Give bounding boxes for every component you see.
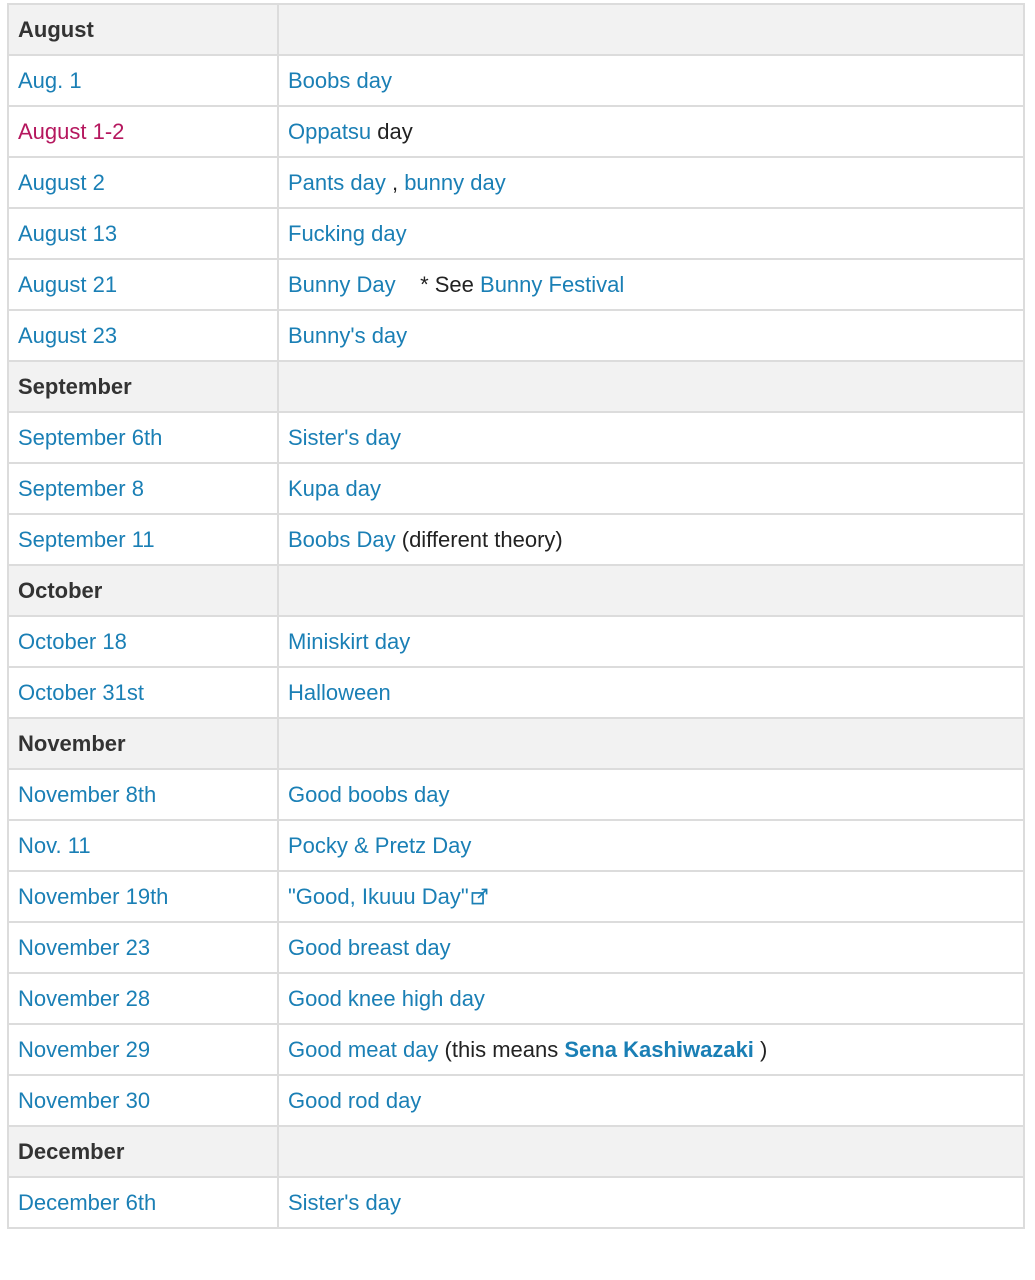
month-header-row [8,718,1024,769]
table-row [8,973,1024,1024]
date-link[interactable]: November 23 [18,934,151,960]
description-link[interactable]: Good meat day [288,1036,439,1062]
date-cell [8,769,278,820]
date-link[interactable]: November 8th [18,781,157,807]
description-link[interactable]: Boobs Day [288,526,396,552]
description-cell [278,1075,1024,1126]
description-cell [278,514,1024,565]
date-cell [8,514,278,565]
date-link[interactable]: December 6th [18,1189,157,1215]
table-row [8,1177,1024,1228]
description-text: , [385,169,405,195]
date-link[interactable]: November 28 [18,985,151,1011]
description-cell [278,616,1024,667]
table-row [8,871,1024,922]
description-link[interactable]: Miniskirt day [288,628,411,654]
date-cell [8,412,278,463]
date-cell [8,1075,278,1126]
date-cell [8,922,278,973]
description-link[interactable]: Good rod day [288,1087,422,1113]
description-cell [278,871,1024,922]
month-empty-cell [278,565,1024,616]
month-empty-cell [278,4,1024,55]
date-cell [8,1177,278,1228]
description-cell [278,208,1024,259]
date-link[interactable]: November 30 [18,1087,151,1113]
description-link[interactable]: Bunny's day [288,322,408,348]
description-link[interactable]: Oppatsu [288,118,372,144]
table-row [8,55,1024,106]
table-row [8,208,1024,259]
date-link[interactable]: November 19th [18,883,169,909]
table-row [8,1024,1024,1075]
table-row [8,616,1024,667]
date-link[interactable]: September 8 [18,475,144,501]
month-label: November [8,718,278,769]
table-row [8,514,1024,565]
description-cell [278,310,1024,361]
month-empty-cell [278,361,1024,412]
date-link[interactable]: August 23 [18,322,118,348]
description-link[interactable]: Good boobs day [288,781,450,807]
month-empty-cell [278,1126,1024,1177]
date-link[interactable]: September 11 [18,526,155,552]
description-cell [278,1177,1024,1228]
description-link[interactable]: Fucking day [288,220,407,246]
description-text: * See [395,271,481,297]
description-link[interactable]: bunny day [404,169,506,195]
date-link[interactable]: October 18 [18,628,127,654]
description-link[interactable]: Bunny Festival [480,271,625,297]
table-row [8,157,1024,208]
date-cell [8,259,278,310]
external-link-label: "Good, Ikuuu Day" [288,883,469,909]
date-cell [8,1024,278,1075]
description-cell [278,157,1024,208]
description-cell [278,667,1024,718]
description-text: (different theory) [395,526,563,552]
date-cell [8,310,278,361]
description-link[interactable]: Pocky & Pretz Day [288,832,472,858]
description-link[interactable]: Sister's day [288,1189,402,1215]
table-row [8,106,1024,157]
table-row [8,412,1024,463]
table-row [8,259,1024,310]
description-cell [278,106,1024,157]
date-link[interactable]: August 2 [18,169,105,195]
date-link[interactable]: Aug. 1 [18,67,82,93]
date-link[interactable]: Nov. 11 [18,832,91,858]
date-cell [8,157,278,208]
date-link[interactable]: August 1-2 [18,118,125,144]
days-table [7,3,1025,1229]
table-row [8,1075,1024,1126]
date-cell [8,463,278,514]
description-link[interactable]: Sister's day [288,424,402,450]
month-label: December [8,1126,278,1177]
date-cell [8,667,278,718]
month-header-row [8,565,1024,616]
date-link[interactable]: September 6th [18,424,163,450]
date-cell [8,208,278,259]
month-label: September [8,361,278,412]
month-label: August [8,4,278,55]
description-cell [278,55,1024,106]
description-link[interactable]: Good breast day [288,934,451,960]
date-link[interactable]: November 29 [18,1036,151,1062]
month-header-row [8,361,1024,412]
date-link[interactable]: August 21 [18,271,118,297]
external-link-icon [471,888,488,905]
table-row [8,769,1024,820]
table-row [8,310,1024,361]
description-cell [278,820,1024,871]
date-cell [8,106,278,157]
date-cell [8,616,278,667]
description-cell [278,1024,1024,1075]
date-cell [8,871,278,922]
description-cell [278,922,1024,973]
character-link[interactable]: Sena Kashiwazaki [564,1036,754,1062]
date-link[interactable]: August 13 [18,220,118,246]
description-link[interactable]: Good knee high day [288,985,485,1011]
date-cell [8,973,278,1024]
description-link[interactable]: Kupa day [288,475,381,501]
description-cell [278,973,1024,1024]
description-link[interactable]: Bunny Day [288,271,396,297]
month-header-row [8,4,1024,55]
month-empty-cell [278,718,1024,769]
description-text: ) [753,1036,768,1062]
description-text: day [371,118,413,144]
description-link[interactable]: Halloween [288,679,391,705]
description-cell [278,463,1024,514]
month-header-row [8,1126,1024,1177]
table-row [8,922,1024,973]
date-link[interactable]: October 31st [18,679,144,705]
month-label: October [8,565,278,616]
description-link[interactable]: Pants day [288,169,386,195]
date-cell [8,820,278,871]
table-row [8,820,1024,871]
description-cell [278,412,1024,463]
description-link[interactable]: Boobs day [288,67,392,93]
description-cell [278,769,1024,820]
external-description-link[interactable] [288,884,488,909]
days-table-body [8,4,1024,1228]
date-cell [8,55,278,106]
table-row [8,667,1024,718]
table-row [8,463,1024,514]
description-text: (this means [438,1036,565,1062]
description-cell [278,259,1024,310]
